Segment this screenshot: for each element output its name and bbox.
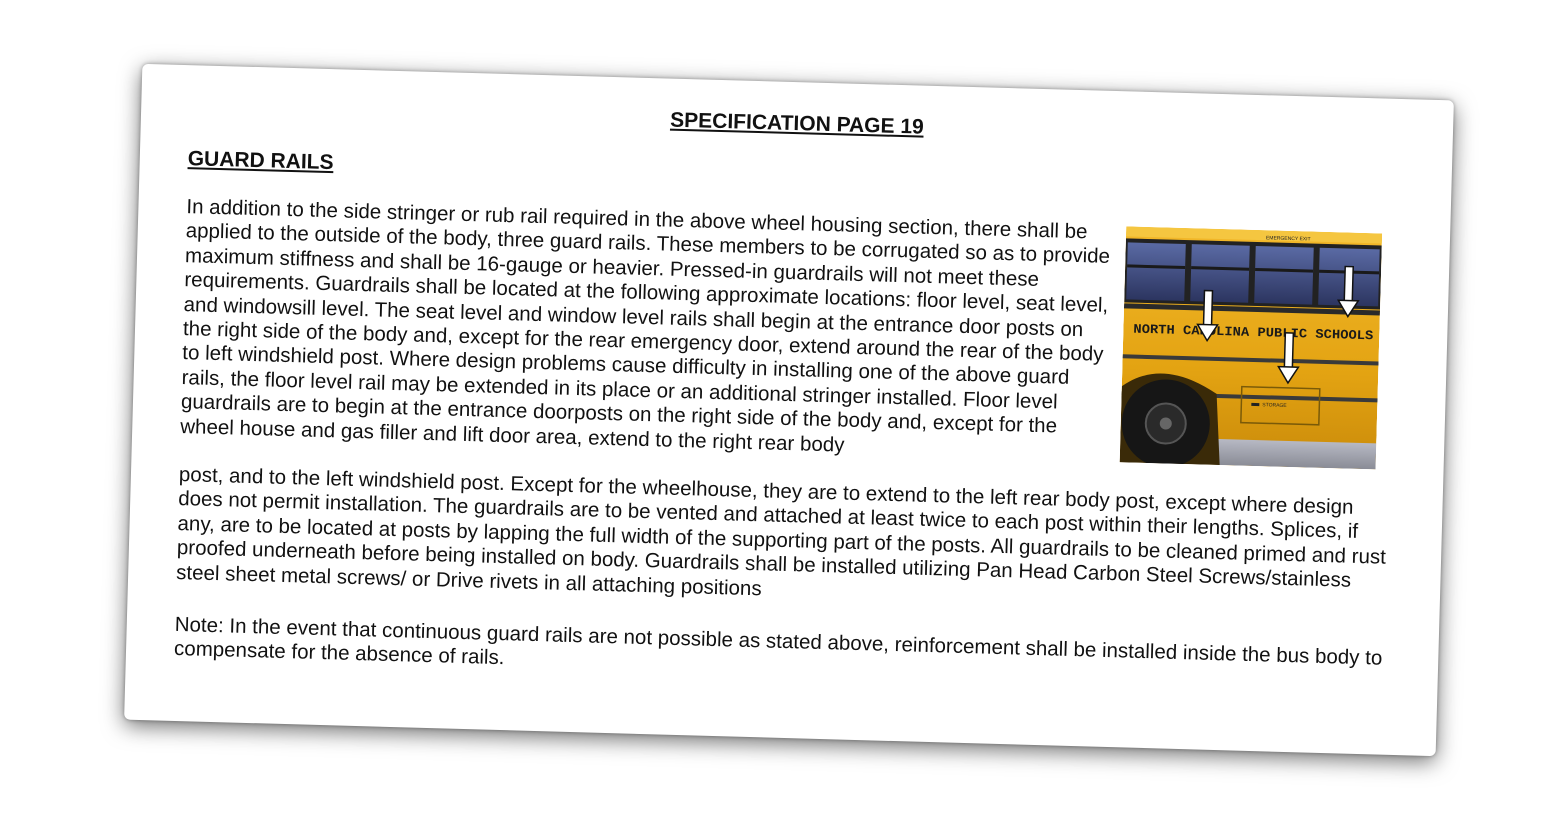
school-bus-illustration — [1120, 226, 1382, 469]
school-bus-photo — [1120, 226, 1382, 469]
page-title: SPECIFICATION PAGE 19 — [669, 108, 925, 139]
emergency-exit-label: EMERGENCY EXIT — [1265, 235, 1311, 243]
document-page — [124, 64, 1454, 756]
section-heading: GUARD RAILS — [187, 147, 334, 175]
guard-rails-paragraph-bottom: post, and to the left windshield post. Except for the wheelhouse, they are to extend to the left rear body post, except where design does not permit installation. The guardrails are to be vented and attached at least twice to each post within their lengths. Splices, if any, are to be located at posts by lapping the full width of the supporting part of the posts. All guardrails to be cleaned primed and rust proofed underneath before being installed on body. Guardrails shall be installed utilizing Pan Head Carbon Steel Screws/stainless steel sheet metal screws/ or Drive rivets in all attaching positions — [175, 462, 1387, 600]
storage-tag — [1251, 403, 1259, 406]
window-2 — [1190, 244, 1250, 303]
window-1 — [1126, 242, 1186, 301]
bus-lettering: NORTH CAROLINA PUBLIC SCHOOLS — [1133, 321, 1360, 343]
note-paragraph: Note: In the event that continuous guard rails are not possible as stated above, reinforcement shall be installed inside the bus body to compensate for the absence of rails. — [173, 612, 1383, 670]
storage-label: STORAGE — [1262, 402, 1287, 409]
guard-rails-paragraph-top: In addition to the side stringer or rub rail required in the above wheel housing section, there shall be applied to the outside of the body, three guard rails. These members to be corrugated so as to provide maximum stiffness and shall be 16-gauge or heavier. Pressed-in guardrails will not meet these requirements. Guardrails shall be located at the following approximate locations: floor level, seat level, and windowsill level. The seat level and window level rails shall begin at the entrance door posts on the right side of the body and, except for the rear emergency door, extend around the rear of the body to left windshield post. Where design problems cause difficulty in installing one of the above guard rails, the floor level rail may be extended in its place or an additional stringer installed. Floor level guardrails are to begin at the entrance doorposts on the right side of the body and, except for the wheel house and gas filler and lift door area, extend to the right rear body — [179, 195, 1111, 457]
window-3 — [1254, 246, 1314, 305]
